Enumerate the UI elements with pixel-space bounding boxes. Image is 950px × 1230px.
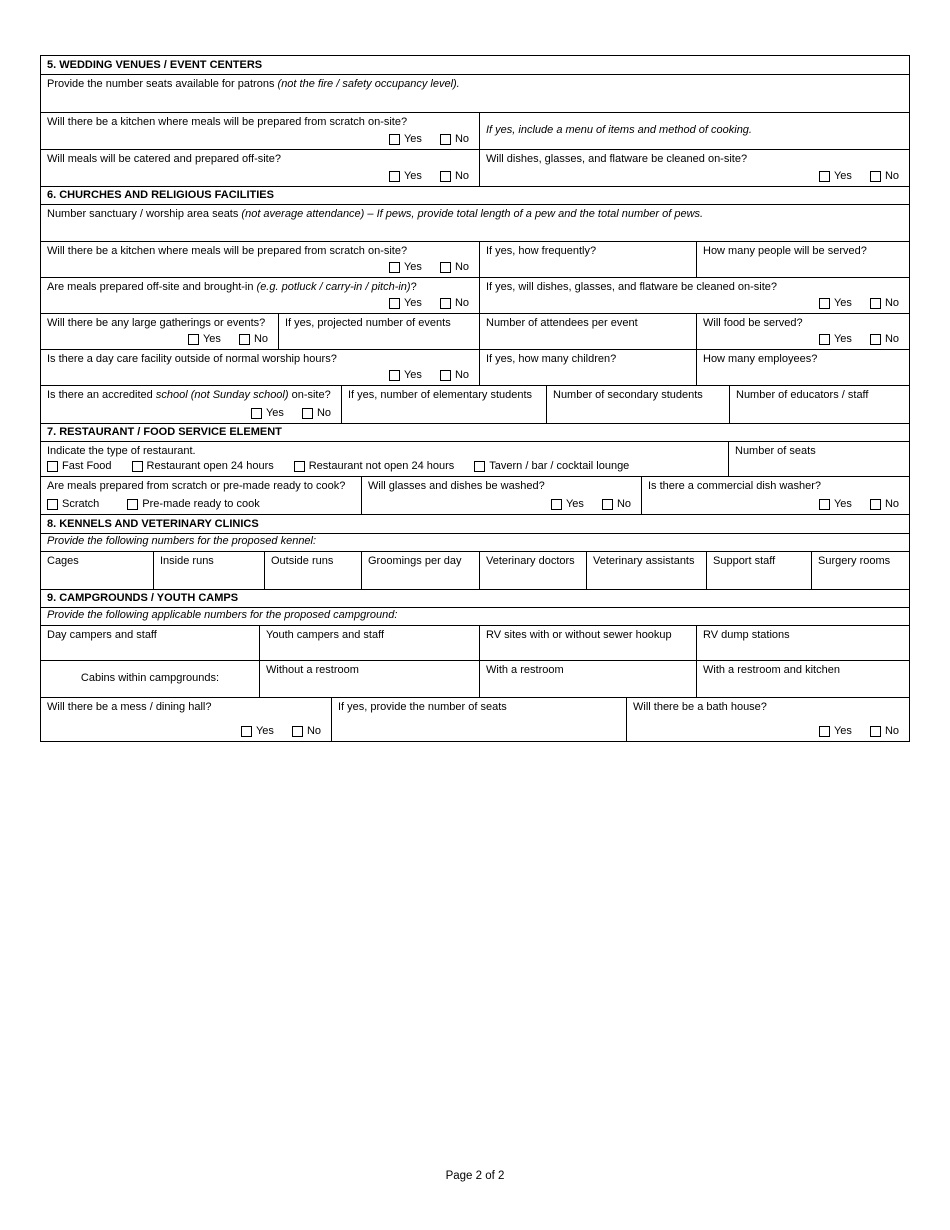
row: [41, 74, 909, 112]
dishwasher-question: Is there a commercial dish washer?: [648, 480, 822, 492]
section-7-title: 7. RESTAURANT / FOOD SERVICE ELEMENT: [47, 426, 282, 438]
yes-checkbox[interactable]: [819, 298, 830, 309]
no-checkbox[interactable]: [870, 726, 881, 737]
scratch-checkbox[interactable]: [47, 499, 58, 510]
seats-count-answer-cell[interactable]: [728, 442, 909, 476]
row: [41, 607, 909, 625]
option-open-24-hours[interactable]: [132, 460, 274, 472]
employees-count-answer-cell[interactable]: [696, 350, 909, 385]
no-label: No: [884, 333, 899, 345]
no-checkbox[interactable]: [302, 408, 313, 419]
yes-checkbox[interactable]: [819, 726, 830, 737]
no-label: No: [884, 725, 899, 737]
fast-food-checkbox[interactable]: [47, 461, 58, 472]
no-label: No: [454, 133, 469, 145]
wedding-kitchen-yes-no: [47, 133, 473, 145]
row: [41, 112, 909, 149]
section-8-header-row: [41, 514, 909, 533]
no-label: No: [884, 498, 899, 510]
no-label: No: [316, 407, 331, 419]
not-open-24-hours-label: Restaurant not open 24 hours: [308, 460, 455, 472]
no-label: No: [306, 725, 321, 737]
cabins-restroom-kitchen-answer-cell[interactable]: [696, 661, 909, 697]
no-checkbox[interactable]: [440, 171, 451, 182]
yes-checkbox[interactable]: [389, 370, 400, 381]
yes-checkbox[interactable]: [241, 726, 252, 737]
row: [41, 385, 909, 423]
no-label: No: [616, 498, 631, 510]
bath-house-yes-no: [633, 725, 903, 737]
no-label: No: [884, 297, 899, 309]
no-label: No: [454, 261, 469, 273]
outside-runs-label: Outside runs: [271, 555, 334, 567]
row: [41, 313, 909, 349]
patron-seats-answer-cell[interactable]: [41, 75, 909, 112]
school-question-cell: [41, 386, 341, 423]
no-checkbox[interactable]: [602, 499, 613, 510]
question-text: Are meals prepared off-site and brought-in: [47, 281, 257, 293]
permit-form-page-2: [40, 55, 910, 742]
yes-checkbox[interactable]: [819, 171, 830, 182]
tavern-label: Tavern / bar / cocktail lounge: [489, 460, 630, 472]
day-campers-label: Day campers and staff: [47, 629, 157, 641]
row: [41, 441, 909, 476]
label-text: Provide the number seats available for patrons: [47, 78, 278, 90]
section-5-title: 5. WEDDING VENUES / EVENT CENTERS: [47, 58, 263, 71]
people-served-answer-cell[interactable]: [696, 242, 909, 277]
meals-offsite-question-cell: [41, 278, 479, 313]
no-checkbox[interactable]: [870, 298, 881, 309]
no-checkbox[interactable]: [870, 171, 881, 182]
mess-seats-label: If yes, provide the number of seats: [338, 701, 507, 713]
yes-checkbox[interactable]: [251, 408, 262, 419]
row: [41, 204, 909, 241]
attendees-label: Number of attendees per event: [486, 317, 638, 329]
people-served-label: How many people will be served?: [703, 245, 867, 257]
meals-offsite-question: [47, 281, 473, 295]
kennel-intro-text: Provide the following numbers for the proposed kennel:: [47, 535, 317, 548]
no-checkbox[interactable]: [239, 334, 250, 345]
offsite-dishes-cleaned-question: If yes, will dishes, glasses, and flatware be cleaned on-site?: [486, 281, 778, 293]
church-kitchen-question: Will there be a kitchen where meals will be prepared from scratch on-site?: [47, 245, 408, 257]
yes-checkbox[interactable]: [551, 499, 562, 510]
cages-label: Cages: [47, 555, 79, 567]
inside-runs-label: Inside runs: [160, 555, 214, 567]
mess-hall-question: Will there be a mess / dining hall?: [47, 701, 212, 713]
page-footer: Page 2 of 2: [445, 1170, 505, 1182]
mess-hall-question-cell: [41, 698, 331, 741]
mess-seats-answer-cell[interactable]: [331, 698, 626, 741]
dishwasher-question-cell: [641, 477, 909, 514]
restaurant-type-label: Indicate the type of restaurant.: [47, 445, 196, 457]
section-7-header-row: [41, 423, 909, 441]
section-9-title: 9. CAMPGROUNDS / YOUTH CAMPS: [47, 592, 239, 604]
youth-campers-answer-cell[interactable]: [259, 626, 479, 660]
open-24-hours-checkbox[interactable]: [132, 461, 143, 472]
mess-hall-yes-no: [47, 725, 325, 737]
vet-doctors-label: Veterinary doctors: [486, 555, 575, 567]
yes-label: Yes: [403, 133, 422, 145]
yes-label: Yes: [403, 297, 422, 309]
glasses-washed-question: Will glasses and dishes be washed?: [368, 480, 545, 492]
employees-count-label: How many employees?: [703, 353, 818, 365]
option-tavern[interactable]: [474, 460, 629, 472]
glasses-washed-yes-no: [368, 498, 635, 510]
school-yes-no: [47, 407, 335, 419]
cabins-label-cell: [41, 661, 259, 697]
question-text: Is there an accredited: [47, 389, 156, 401]
church-kitchen-yes-no: [47, 261, 473, 273]
row: [41, 625, 909, 660]
scratch-label: Scratch: [62, 498, 100, 510]
restaurant-type-cell: [41, 442, 728, 476]
catered-yes-no: [47, 170, 473, 182]
kennel-intro-cell: [41, 534, 909, 551]
yes-label: Yes: [403, 369, 422, 381]
row: [41, 149, 909, 186]
no-checkbox[interactable]: [870, 334, 881, 345]
wedding-kitchen-question-cell: [41, 113, 479, 149]
yes-label: Yes: [403, 170, 422, 182]
glasses-washed-question-cell: [361, 477, 641, 514]
yes-checkbox[interactable]: [819, 334, 830, 345]
catered-question: Will meals will be catered and prepared off-site?: [47, 153, 281, 165]
no-label: No: [884, 170, 899, 182]
groomings-label: Groomings per day: [368, 555, 462, 567]
row: [41, 277, 909, 313]
label-italic-text: (not average attendance) – If pews, provide total length of a pew and the total number of pews.: [241, 208, 704, 220]
dishwasher-yes-no: [648, 498, 903, 510]
meals-offsite-yes-no: [47, 297, 473, 309]
food-served-question-cell: [696, 314, 909, 349]
premade-label: Pre-made ready to cook: [142, 498, 260, 510]
yes-checkbox[interactable]: [819, 499, 830, 510]
gatherings-yes-no: [47, 333, 272, 345]
inside-runs-answer-cell[interactable]: [153, 552, 264, 589]
food-served-question: Will food be served?: [703, 317, 803, 329]
yes-label: Yes: [833, 498, 852, 510]
row: [41, 660, 909, 697]
events-count-label: If yes, projected number of events: [285, 317, 451, 329]
option-scratch[interactable]: [47, 498, 99, 510]
yes-checkbox[interactable]: [389, 298, 400, 309]
question-italic-text: school (not Sunday school): [155, 389, 289, 401]
frequency-answer-cell[interactable]: [479, 242, 696, 277]
elementary-students-answer-cell[interactable]: [341, 386, 546, 423]
yes-label: Yes: [265, 407, 284, 419]
option-not-open-24-hours[interactable]: [294, 460, 455, 472]
bath-house-question: Will there be a bath house?: [633, 701, 767, 713]
children-count-label: If yes, how many children?: [486, 353, 617, 365]
school-question: [47, 389, 335, 403]
campground-intro-cell: [41, 608, 909, 625]
events-count-answer-cell[interactable]: [278, 314, 479, 349]
support-staff-label: Support staff: [713, 555, 776, 567]
rv-sites-label: RV sites with or without sewer hookup: [486, 629, 672, 641]
secondary-students-answer-cell[interactable]: [546, 386, 729, 423]
no-label: No: [454, 170, 469, 182]
yes-label: Yes: [403, 261, 422, 273]
option-premade[interactable]: [127, 498, 259, 510]
cabins-no-restroom-answer-cell[interactable]: [259, 661, 479, 697]
yes-label: Yes: [833, 333, 852, 345]
yes-checkbox[interactable]: [389, 171, 400, 182]
yes-checkbox[interactable]: [389, 262, 400, 273]
food-served-yes-no: [703, 333, 903, 345]
patron-seats-label: [47, 78, 903, 92]
rv-dump-answer-cell[interactable]: [696, 626, 909, 660]
daycare-yes-no: [47, 369, 473, 381]
wedding-kitchen-question: Will there be a kitchen where meals will be prepared from scratch on-site?: [47, 116, 408, 128]
youth-campers-label: Youth campers and staff: [266, 629, 385, 641]
yes-label: Yes: [255, 725, 274, 737]
gatherings-question: Will there be any large gatherings or events?: [47, 317, 266, 329]
tavern-checkbox[interactable]: [474, 461, 485, 472]
cabins-label: Cabins within campgrounds:: [80, 671, 220, 684]
vet-assistants-label: Veterinary assistants: [593, 555, 695, 567]
section-6-header-row: [41, 186, 909, 204]
daycare-question-cell: [41, 350, 479, 385]
row: [41, 241, 909, 277]
support-staff-answer-cell[interactable]: [706, 552, 811, 589]
meal-prep-options: [47, 498, 355, 510]
yes-label: Yes: [833, 297, 852, 309]
row: [41, 697, 909, 741]
meal-prep-question: Are meals prepared from scratch or pre-made ready to cook?: [47, 480, 346, 492]
secondary-students-label: Number of secondary students: [553, 389, 703, 401]
yes-label: Yes: [833, 170, 852, 182]
question-end-text: on-site?: [288, 389, 331, 401]
no-checkbox[interactable]: [440, 262, 451, 273]
kennel-numbers-row: [41, 551, 909, 589]
yes-checkbox[interactable]: [389, 134, 400, 145]
catered-question-cell: [41, 150, 479, 186]
section-9-header-row: [41, 589, 909, 607]
groomings-answer-cell[interactable]: [361, 552, 479, 589]
church-kitchen-question-cell: [41, 242, 479, 277]
educators-label: Number of educators / staff: [736, 389, 869, 401]
label-italic-text: (not the fire / safety occupancy level).: [277, 78, 460, 90]
restaurant-type-options: [47, 460, 722, 472]
cages-answer-cell[interactable]: [41, 552, 153, 589]
row: [41, 349, 909, 385]
menu-note-cell: [479, 113, 909, 149]
daycare-question: Is there a day care facility outside of normal worship hours?: [47, 353, 337, 365]
option-fast-food[interactable]: [47, 460, 112, 472]
not-open-24-hours-checkbox[interactable]: [294, 461, 305, 472]
rv-dump-label: RV dump stations: [703, 629, 790, 641]
label-text: Number sanctuary / worship area seats: [47, 208, 242, 220]
row: [41, 476, 909, 514]
no-checkbox[interactable]: [440, 134, 451, 145]
cabins-with-restroom-label: With a restroom: [486, 664, 564, 676]
vet-doctors-answer-cell[interactable]: [479, 552, 586, 589]
day-campers-answer-cell[interactable]: [41, 626, 259, 660]
no-checkbox[interactable]: [292, 726, 303, 737]
section-8-title: 8. KENNELS AND VETERINARY CLINICS: [47, 517, 259, 530]
open-24-hours-label: Restaurant open 24 hours: [146, 460, 274, 472]
premade-checkbox[interactable]: [127, 499, 138, 510]
wedding-dishes-cleaned-question: Will dishes, glasses, and flatware be cleaned on-site?: [486, 153, 748, 165]
question-end-text: ?: [410, 281, 417, 293]
section-6-title: 6. CHURCHES AND RELIGIOUS FACILITIES: [47, 189, 274, 201]
cabins-restroom-kitchen-label: With a restroom and kitchen: [703, 664, 840, 676]
no-checkbox[interactable]: [440, 370, 451, 381]
seats-count-label: Number of seats: [735, 445, 816, 457]
yes-label: Yes: [833, 725, 852, 737]
yes-label: Yes: [565, 498, 584, 510]
gatherings-question-cell: [41, 314, 278, 349]
no-label: No: [454, 369, 469, 381]
question-italic-text: (e.g. potluck / carry-in / pitch-in): [256, 281, 411, 293]
sanctuary-seats-answer-cell[interactable]: [41, 205, 909, 241]
fast-food-label: Fast Food: [62, 460, 112, 472]
wedding-dishes-cleaned-yes-no: [486, 170, 903, 182]
offsite-dishes-cleaned-question-cell: [479, 278, 909, 313]
children-count-answer-cell[interactable]: [479, 350, 696, 385]
outside-runs-answer-cell[interactable]: [264, 552, 361, 589]
no-checkbox[interactable]: [870, 499, 881, 510]
no-label: No: [253, 333, 268, 345]
yes-checkbox[interactable]: [188, 334, 199, 345]
frequency-label: If yes, how frequently?: [486, 245, 597, 257]
meal-prep-question-cell: [41, 477, 361, 514]
no-checkbox[interactable]: [440, 298, 451, 309]
row: [41, 533, 909, 551]
no-label: No: [454, 297, 469, 309]
yes-label: Yes: [202, 333, 221, 345]
cabins-with-restroom-answer-cell[interactable]: [479, 661, 696, 697]
section-5-header-row: [41, 56, 909, 74]
offsite-dishes-cleaned-yes-no: [486, 297, 903, 309]
elementary-students-label: If yes, number of elementary students: [348, 389, 533, 401]
surgery-rooms-label: Surgery rooms: [818, 555, 891, 567]
rv-sites-answer-cell[interactable]: [479, 626, 696, 660]
bath-house-question-cell: [626, 698, 909, 741]
attendees-answer-cell[interactable]: [479, 314, 696, 349]
menu-note: If yes, include a menu of items and method of cooking.: [486, 123, 752, 136]
educators-answer-cell[interactable]: [729, 386, 909, 423]
wedding-dishes-cleaned-question-cell: [479, 150, 909, 186]
cabins-no-restroom-label: Without a restroom: [266, 664, 359, 676]
surgery-rooms-answer-cell[interactable]: [811, 552, 909, 589]
sanctuary-seats-label: [47, 208, 903, 222]
campground-intro-text: Provide the following applicable numbers for the proposed campground:: [47, 609, 398, 622]
vet-assistants-answer-cell[interactable]: [586, 552, 706, 589]
